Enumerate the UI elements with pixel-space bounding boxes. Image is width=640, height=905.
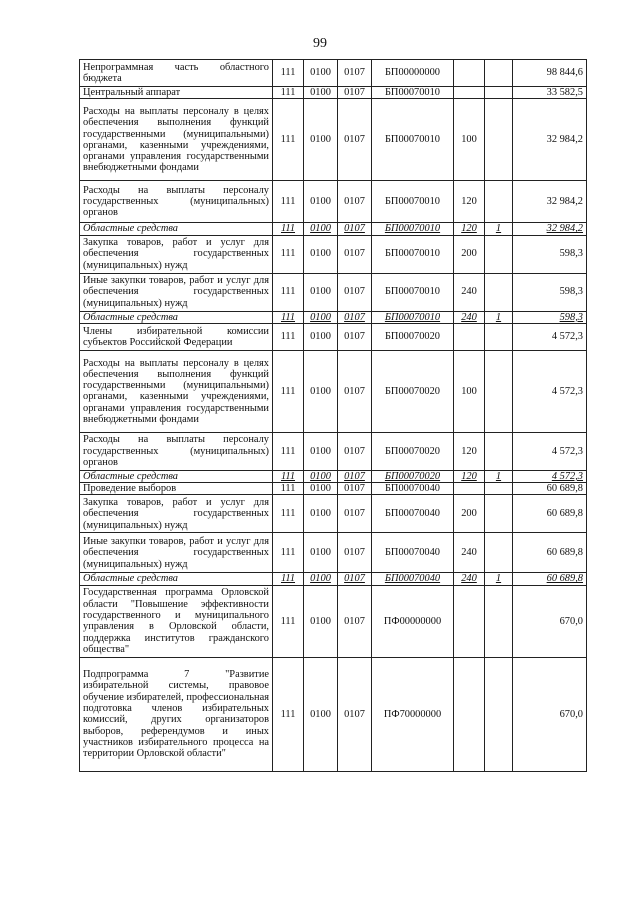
row-section-code [304, 311, 338, 323]
row-amount-text: 60 689,8 [546, 483, 583, 495]
row-ministry-code [273, 573, 304, 585]
row-name-text: Государственная программа Орловской области "Повышение эффективности государственного и муниципального управления в Орловской области, поддержка институтов гражданского общества" [83, 587, 269, 655]
row-target-article-text: БП00070040 [384, 573, 441, 585]
row-section-code-text: 0100 [310, 223, 331, 235]
row-subsection-code [338, 483, 372, 495]
table-row [80, 573, 587, 585]
table-row [80, 585, 587, 657]
row-amount [513, 273, 587, 311]
row-name-text: Иные закупки товаров, работ и услуг для обеспечения государственных (муниципальных) нужд [83, 536, 269, 570]
row-target-article [372, 223, 454, 235]
row-name [80, 585, 273, 657]
row-subsection-code-text: 0107 [344, 470, 365, 482]
row-target-article [372, 235, 454, 273]
row-subsection-code-text: 0107 [344, 87, 365, 98]
row-section-code-text: 0100 [310, 87, 331, 98]
row-funding-source [485, 533, 513, 573]
row-funding-source [485, 87, 513, 99]
table-row [80, 235, 587, 273]
table-row [80, 533, 587, 573]
row-subsection-code [338, 235, 372, 273]
row-name-text: Закупка товаров, работ и услуг для обеспечения государственных (муниципальных) нужд [83, 497, 269, 531]
row-section-code [304, 573, 338, 585]
row-name-text: Областные средства [83, 223, 179, 235]
row-subsection-code-text: 0107 [344, 223, 365, 235]
row-expense-type [454, 573, 485, 585]
row-ministry-code [273, 181, 304, 223]
row-amount [513, 235, 587, 273]
row-amount [513, 533, 587, 573]
row-target-article [372, 573, 454, 585]
row-target-article [372, 432, 454, 470]
row-name-text: Областные средства [83, 573, 179, 585]
budget-table [79, 59, 587, 772]
row-name [80, 311, 273, 323]
row-funding-source [485, 350, 513, 432]
row-subsection-code-text: 0107 [344, 134, 365, 146]
row-expense-type [454, 87, 485, 99]
row-target-article-text: БП00070040 [384, 547, 441, 559]
row-expense-type [454, 235, 485, 273]
row-section-code-text: 0100 [310, 331, 331, 343]
row-funding-source [485, 60, 513, 87]
row-subsection-code-text: 0107 [344, 311, 365, 323]
row-expense-type [454, 350, 485, 432]
row-amount-text: 98 844,6 [546, 67, 583, 79]
row-target-article-text: БП00070010 [384, 311, 441, 323]
row-funding-source [485, 470, 513, 482]
row-ministry-code [273, 483, 304, 495]
row-section-code-text: 0100 [310, 286, 331, 298]
row-target-article-text: БП00070010 [384, 248, 441, 260]
row-ministry-code [273, 495, 304, 533]
row-target-article-text: БП00070010 [384, 223, 441, 235]
row-name [80, 657, 273, 771]
row-amount [513, 585, 587, 657]
row-section-code [304, 657, 338, 771]
page-number: 99 [313, 36, 327, 51]
row-expense-type [454, 483, 485, 495]
row-ministry-code [273, 60, 304, 87]
row-name-text: Иные закупки товаров, работ и услуг для обеспечения государственных (муниципальных) нужд [83, 275, 269, 309]
table-row [80, 483, 587, 495]
row-name [80, 533, 273, 573]
row-funding-source [485, 235, 513, 273]
row-ministry-code [273, 657, 304, 771]
row-target-article [372, 533, 454, 573]
row-ministry-code-text: 111 [280, 385, 296, 397]
row-expense-type-text: 100 [461, 134, 477, 146]
row-funding-source [485, 573, 513, 585]
row-subsection-code [338, 350, 372, 432]
row-name-text: Члены избирательной комиссии субъектов Российской Федерации [83, 325, 269, 348]
row-subsection-code [338, 585, 372, 657]
row-ministry-code [273, 223, 304, 235]
row-funding-source-text: 1 [495, 573, 502, 585]
row-section-code-text: 0100 [310, 483, 331, 495]
row-target-article-text: БП00070020 [384, 470, 441, 482]
row-target-article-text: БП00070020 [384, 385, 441, 397]
row-name-text: Непрограммная часть областного бюджета [83, 61, 269, 84]
row-name-text: Расходы на выплаты персоналу в целях обеспечения выполнения функций государственными (муниципальными) органами, казенными учреждениями, органами управления государственными внебюджетными фондами [83, 105, 269, 174]
row-target-article [372, 273, 454, 311]
row-amount [513, 311, 587, 323]
row-name-text: Подпрограмма 7 "Развитие избирательной системы, правовое обучение избирателей, профессиональная подготовка членов избирательных комиссий, других организаторов выборов, референдумов и иных участников избирательного процесса на территории Орловской области" [83, 669, 269, 760]
row-subsection-code [338, 533, 372, 573]
row-amount-text: 4 572,3 [551, 470, 583, 482]
row-funding-source [485, 585, 513, 657]
row-ministry-code-text: 111 [280, 483, 296, 495]
row-amount-text: 670,0 [559, 615, 583, 627]
row-amount [513, 350, 587, 432]
row-target-article-text: БП00070040 [384, 483, 441, 495]
row-ministry-code-text: 111 [280, 196, 296, 208]
row-funding-source [485, 657, 513, 771]
row-section-code [304, 432, 338, 470]
row-subsection-code-text: 0107 [344, 547, 365, 559]
row-amount-text: 33 582,5 [546, 87, 583, 98]
row-ministry-code-text: 111 [280, 470, 296, 482]
row-subsection-code-text: 0107 [344, 196, 365, 208]
row-section-code-text: 0100 [310, 615, 331, 627]
row-target-article [372, 87, 454, 99]
row-section-code [304, 235, 338, 273]
row-target-article [372, 60, 454, 87]
row-section-code-text: 0100 [310, 385, 331, 397]
row-name [80, 350, 273, 432]
row-subsection-code [338, 573, 372, 585]
row-ministry-code-text: 111 [280, 134, 296, 146]
row-amount-text: 4 572,3 [551, 445, 583, 457]
row-amount [513, 181, 587, 223]
row-expense-type-text: 120 [461, 196, 477, 208]
row-name-text: Проведение выборов [83, 483, 177, 495]
row-amount-text: 60 689,8 [546, 508, 583, 520]
row-ministry-code [273, 470, 304, 482]
row-target-article-text: ПФ70000000 [383, 708, 442, 720]
table-row [80, 60, 587, 87]
row-expense-type-text: 200 [461, 248, 477, 260]
row-expense-type [454, 585, 485, 657]
row-subsection-code [338, 87, 372, 99]
row-subsection-code-text: 0107 [344, 331, 365, 343]
row-expense-type-text: 100 [461, 385, 477, 397]
row-section-code-text: 0100 [310, 708, 331, 720]
row-section-code [304, 585, 338, 657]
row-name-text: Центральный аппарат [83, 87, 181, 98]
table-row [80, 495, 587, 533]
table-row [80, 657, 587, 771]
row-target-article-text: ПФ00000000 [383, 615, 442, 627]
row-name-text: Областные средства [83, 470, 179, 482]
row-funding-source [485, 323, 513, 350]
row-section-code-text: 0100 [310, 547, 331, 559]
row-ministry-code [273, 235, 304, 273]
row-subsection-code [338, 470, 372, 482]
row-amount-text: 32 984,2 [546, 196, 583, 208]
row-target-article-text: БП00070010 [384, 87, 441, 98]
table-row [80, 99, 587, 181]
row-expense-type-text: 240 [461, 573, 477, 585]
row-subsection-code [338, 323, 372, 350]
row-ministry-code-text: 111 [280, 547, 296, 559]
row-funding-source-text: 1 [495, 223, 502, 235]
row-ministry-code-text: 111 [280, 286, 296, 298]
row-name [80, 60, 273, 87]
row-section-code [304, 533, 338, 573]
row-amount-text: 4 572,3 [551, 385, 583, 397]
row-funding-source-text: 1 [495, 311, 502, 323]
row-amount [513, 470, 587, 482]
row-ministry-code [273, 311, 304, 323]
row-expense-type [454, 657, 485, 771]
row-expense-type-text: 240 [461, 547, 477, 559]
row-expense-type [454, 495, 485, 533]
row-name [80, 483, 273, 495]
row-section-code-text: 0100 [310, 67, 331, 79]
row-subsection-code-text: 0107 [344, 708, 365, 720]
row-funding-source [485, 223, 513, 235]
row-funding-source [485, 273, 513, 311]
row-target-article [372, 495, 454, 533]
row-amount-text: 60 689,8 [546, 547, 583, 559]
row-name [80, 323, 273, 350]
row-ministry-code [273, 273, 304, 311]
row-subsection-code [338, 495, 372, 533]
row-name [80, 235, 273, 273]
row-name-text: Расходы на выплаты персоналу государственных (муниципальных) органов [83, 434, 269, 469]
row-name-text: Областные средства [83, 311, 179, 323]
row-amount [513, 495, 587, 533]
row-subsection-code [338, 273, 372, 311]
table-row [80, 311, 587, 323]
row-section-code-text: 0100 [310, 470, 331, 482]
row-funding-source [485, 311, 513, 323]
row-amount-text: 598,3 [559, 286, 583, 298]
table-row [80, 432, 587, 470]
row-name-text: Закупка товаров, работ и услуг для обеспечения государственных (муниципальных) нужд [83, 237, 269, 271]
row-name-text: Расходы на выплаты персоналу государственных (муниципальных) органов [83, 184, 269, 219]
row-ministry-code-text: 111 [280, 67, 296, 79]
row-amount [513, 657, 587, 771]
table-row [80, 323, 587, 350]
row-subsection-code [338, 657, 372, 771]
row-subsection-code-text: 0107 [344, 445, 365, 457]
table-row [80, 470, 587, 482]
row-section-code-text: 0100 [310, 573, 331, 585]
row-amount [513, 99, 587, 181]
table-row [80, 223, 587, 235]
row-amount [513, 432, 587, 470]
row-name [80, 470, 273, 482]
row-name-text: Расходы на выплаты персоналу в целях обеспечения выполнения функций государственными (муниципальными) органами, казенными учреждениями, органами управления государственными внебюджетными фондами [83, 357, 269, 425]
row-section-code [304, 60, 338, 87]
row-subsection-code-text: 0107 [344, 573, 365, 585]
row-ministry-code-text: 111 [280, 248, 296, 260]
row-section-code [304, 495, 338, 533]
row-amount [513, 223, 587, 235]
row-name [80, 495, 273, 533]
row-ministry-code-text: 111 [280, 573, 296, 585]
row-amount-text: 598,3 [559, 311, 583, 323]
row-section-code-text: 0100 [310, 196, 331, 208]
row-ministry-code [273, 585, 304, 657]
row-amount-text: 4 572,3 [551, 331, 583, 343]
row-expense-type [454, 99, 485, 181]
row-amount [513, 323, 587, 350]
row-ministry-code [273, 87, 304, 99]
row-name [80, 223, 273, 235]
table-row [80, 87, 587, 99]
table-row [80, 350, 587, 432]
row-name [80, 181, 273, 223]
row-ministry-code [273, 323, 304, 350]
row-target-article [372, 483, 454, 495]
row-ministry-code-text: 111 [280, 87, 296, 98]
row-section-code [304, 350, 338, 432]
row-subsection-code-text: 0107 [344, 385, 365, 397]
row-expense-type [454, 323, 485, 350]
row-target-article [372, 350, 454, 432]
row-section-code-text: 0100 [310, 311, 331, 323]
row-amount-text: 598,3 [559, 248, 583, 260]
row-target-article [372, 311, 454, 323]
row-amount [513, 483, 587, 495]
row-target-article-text: БП00070020 [384, 445, 441, 457]
row-target-article [372, 585, 454, 657]
row-amount-text: 670,0 [559, 708, 583, 720]
table-row [80, 181, 587, 223]
row-section-code [304, 87, 338, 99]
row-subsection-code-text: 0107 [344, 248, 365, 260]
row-funding-source-text: 1 [495, 470, 502, 482]
row-expense-type [454, 60, 485, 87]
row-target-article [372, 470, 454, 482]
row-section-code [304, 323, 338, 350]
row-target-article-text: БП00070010 [384, 196, 441, 208]
row-section-code [304, 273, 338, 311]
row-section-code [304, 470, 338, 482]
row-ministry-code [273, 99, 304, 181]
row-amount [513, 87, 587, 99]
row-subsection-code-text: 0107 [344, 286, 365, 298]
row-subsection-code [338, 432, 372, 470]
row-section-code [304, 223, 338, 235]
row-section-code-text: 0100 [310, 134, 331, 146]
row-amount-text: 32 984,2 [546, 134, 583, 146]
row-expense-type-text: 120 [461, 445, 477, 457]
table-row [80, 273, 587, 311]
row-name [80, 99, 273, 181]
row-name [80, 432, 273, 470]
row-subsection-code-text: 0107 [344, 615, 365, 627]
row-amount-text: 60 689,8 [546, 573, 583, 585]
row-expense-type-text: 200 [461, 508, 477, 520]
row-target-article [372, 181, 454, 223]
row-expense-type [454, 311, 485, 323]
row-target-article-text: БП00000000 [384, 67, 441, 79]
row-ministry-code-text: 111 [280, 331, 296, 343]
row-expense-type [454, 533, 485, 573]
row-expense-type-text: 120 [461, 223, 477, 235]
row-subsection-code [338, 311, 372, 323]
row-ministry-code-text: 111 [280, 311, 296, 323]
row-section-code-text: 0100 [310, 445, 331, 457]
row-ministry-code-text: 111 [280, 445, 296, 457]
row-amount [513, 573, 587, 585]
row-ministry-code-text: 111 [280, 508, 296, 520]
row-funding-source [485, 99, 513, 181]
row-subsection-code-text: 0107 [344, 483, 365, 495]
row-section-code-text: 0100 [310, 508, 331, 520]
row-target-article-text: БП00070020 [384, 331, 441, 343]
row-name [80, 573, 273, 585]
row-target-article-text: БП00070010 [384, 286, 441, 298]
budget-table-body [80, 60, 587, 772]
row-subsection-code [338, 181, 372, 223]
row-expense-type-text: 120 [461, 470, 477, 482]
row-section-code [304, 483, 338, 495]
row-ministry-code [273, 350, 304, 432]
row-expense-type [454, 273, 485, 311]
row-funding-source [485, 483, 513, 495]
row-funding-source [485, 432, 513, 470]
row-target-article [372, 323, 454, 350]
row-subsection-code [338, 99, 372, 181]
row-amount-text: 32 984,2 [546, 223, 583, 235]
row-section-code [304, 181, 338, 223]
row-subsection-code [338, 60, 372, 87]
row-funding-source [485, 495, 513, 533]
row-expense-type [454, 432, 485, 470]
row-expense-type-text: 240 [461, 311, 477, 323]
row-name [80, 87, 273, 99]
row-target-article [372, 657, 454, 771]
row-section-code [304, 99, 338, 181]
row-expense-type [454, 223, 485, 235]
row-subsection-code-text: 0107 [344, 508, 365, 520]
row-ministry-code [273, 533, 304, 573]
row-funding-source [485, 181, 513, 223]
row-subsection-code-text: 0107 [344, 67, 365, 79]
row-name [80, 273, 273, 311]
row-subsection-code [338, 223, 372, 235]
row-section-code-text: 0100 [310, 248, 331, 260]
row-ministry-code-text: 111 [280, 615, 296, 627]
row-target-article-text: БП00070040 [384, 508, 441, 520]
row-expense-type [454, 181, 485, 223]
row-expense-type-text: 240 [461, 286, 477, 298]
row-ministry-code-text: 111 [280, 223, 296, 235]
row-expense-type [454, 470, 485, 482]
row-ministry-code-text: 111 [280, 708, 296, 720]
row-ministry-code [273, 432, 304, 470]
row-target-article [372, 99, 454, 181]
row-target-article-text: БП00070010 [384, 134, 441, 146]
row-amount [513, 60, 587, 87]
